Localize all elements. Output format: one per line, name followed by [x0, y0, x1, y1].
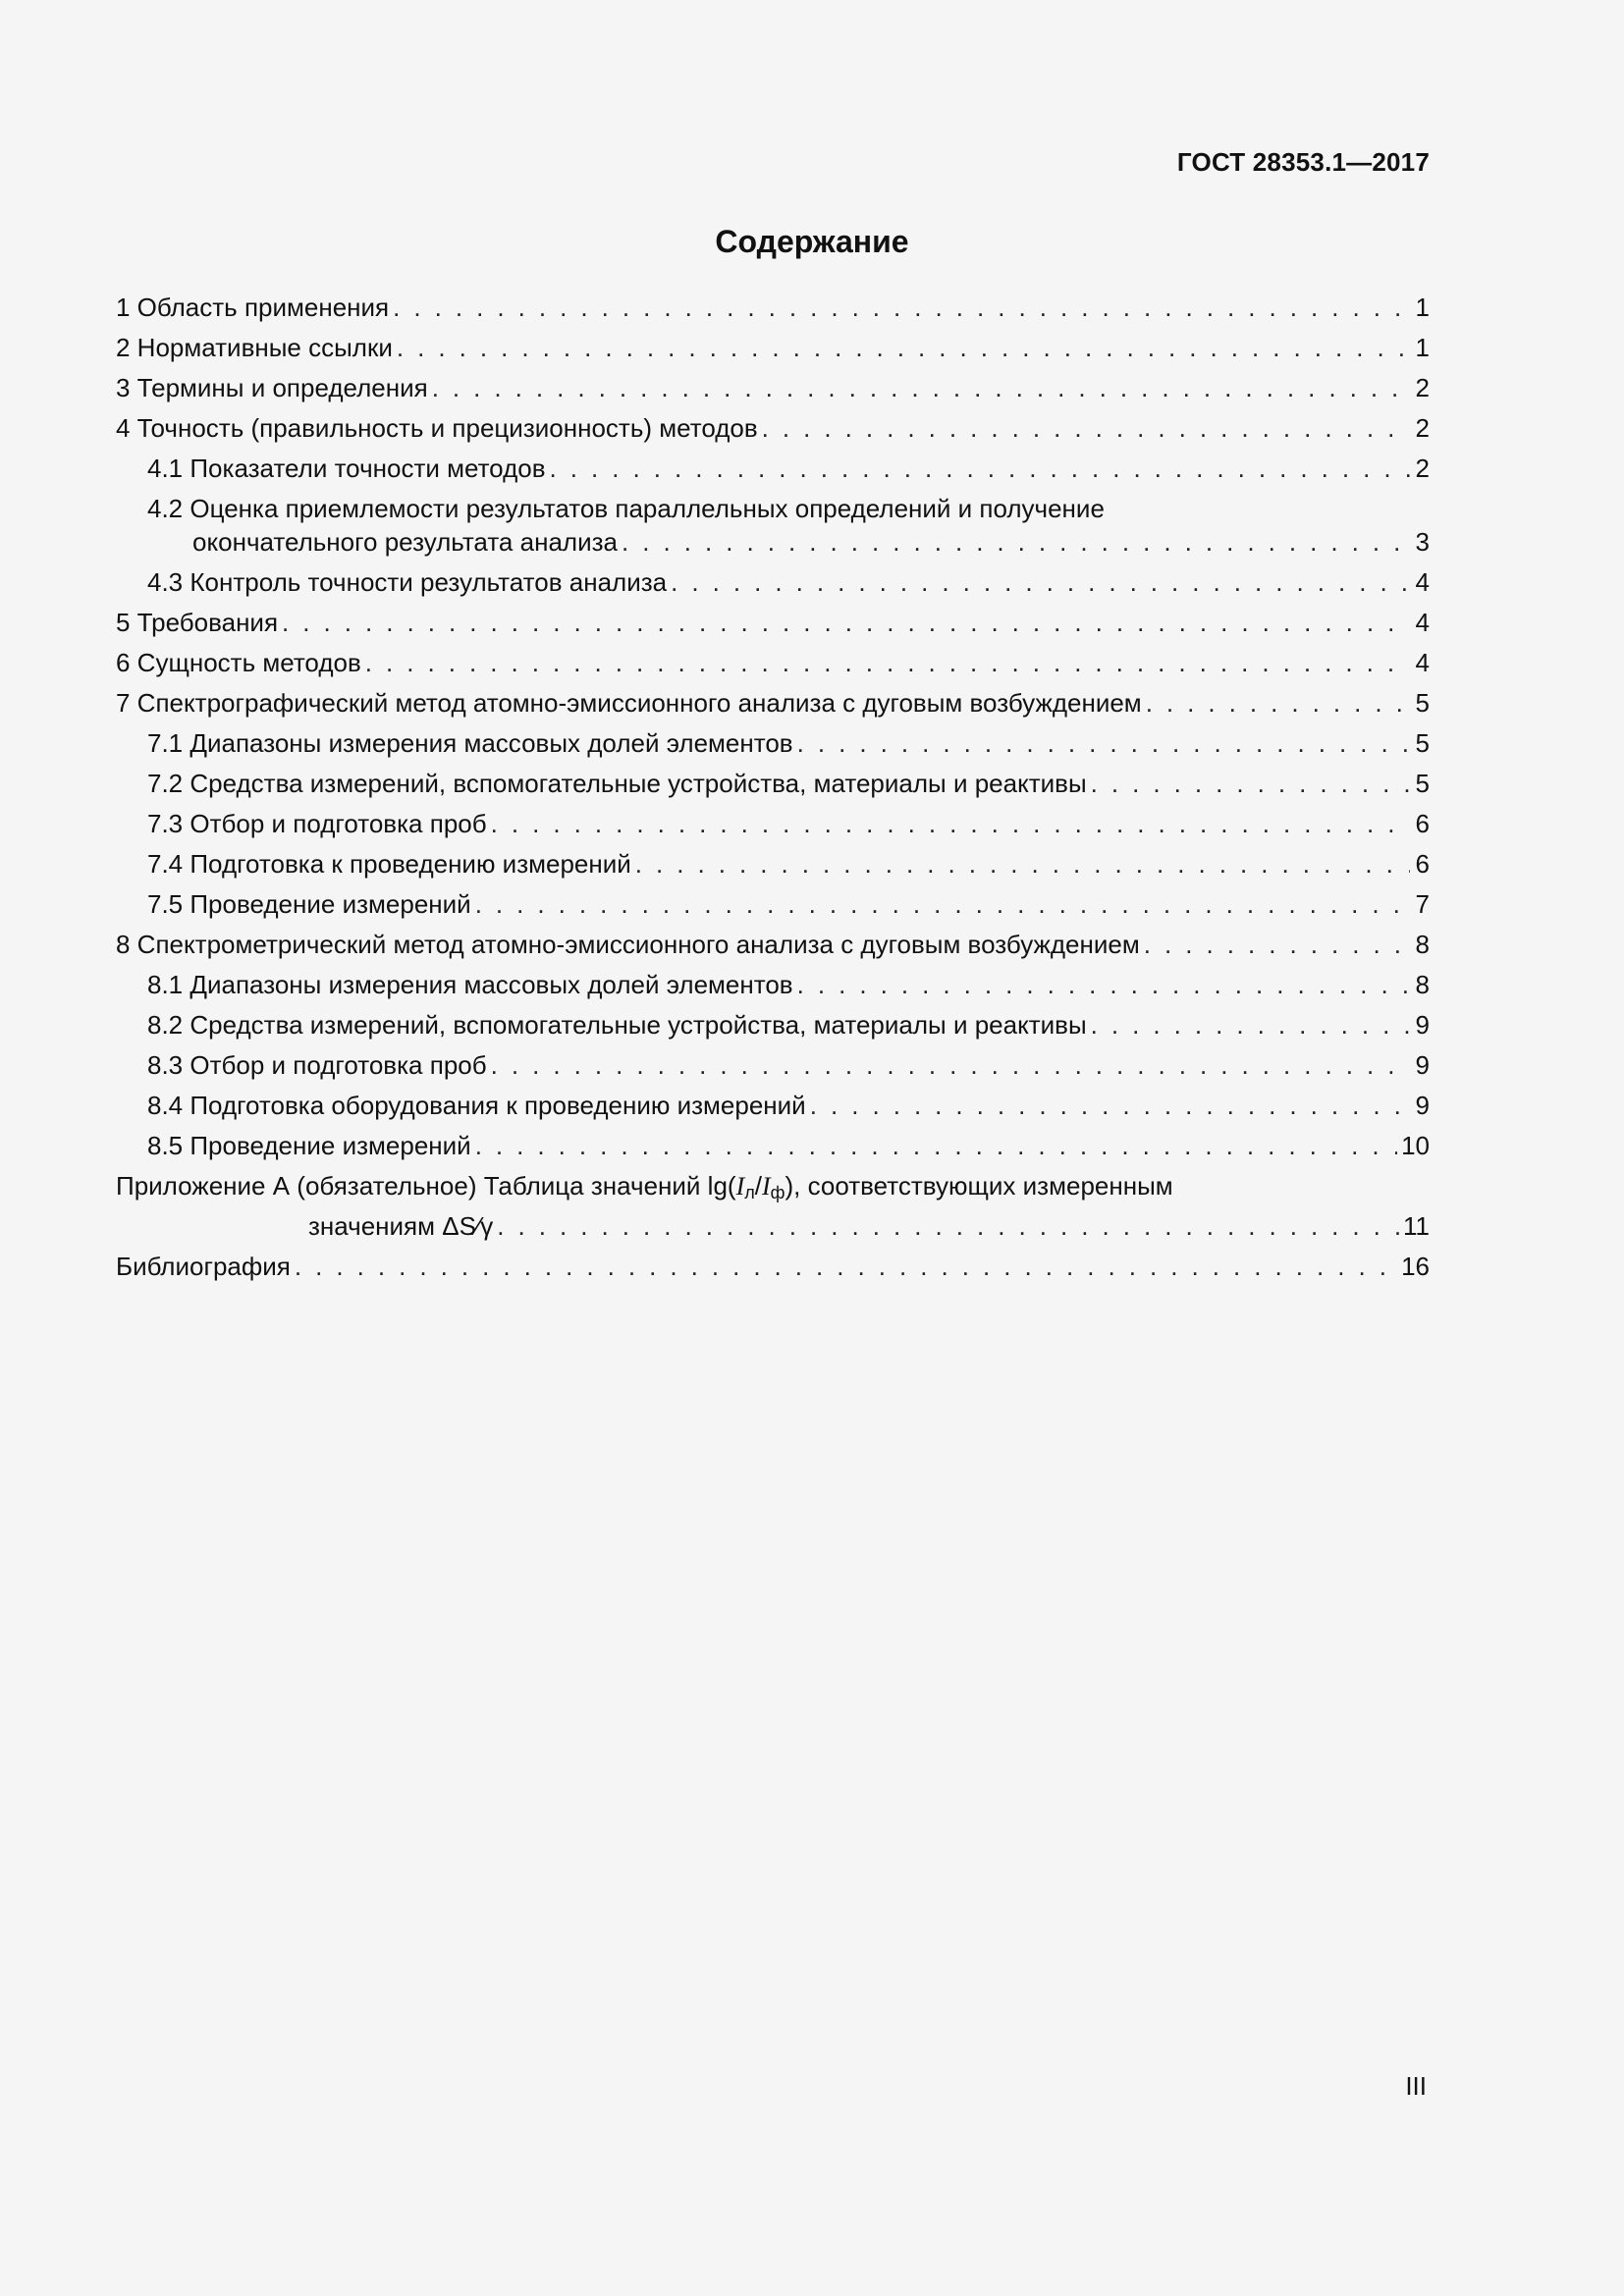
- toc-leader-dots: [1091, 1005, 1410, 1045]
- toc-entry-page: 3: [1415, 527, 1430, 557]
- page-number: III: [1405, 2071, 1427, 2101]
- toc-entry-page: 1: [1415, 293, 1430, 322]
- toc-entry-6[interactable]: [116, 643, 1430, 683]
- toc-entry-text: Библиография: [116, 1252, 291, 1281]
- toc-entry-7-5[interactable]: [116, 884, 1430, 925]
- toc-entry-text: 7.5 Проведение измерений: [147, 889, 471, 919]
- toc-entry-7[interactable]: [116, 683, 1430, 723]
- intensity-bg-sub: ф: [770, 1183, 785, 1202]
- toc-entry-page: 6: [1415, 849, 1430, 879]
- toc-entry-page: 4: [1415, 608, 1430, 637]
- toc-entry-page: 9: [1415, 1050, 1430, 1080]
- toc-leader-dots: [635, 844, 1410, 884]
- toc-leader-dots: [432, 368, 1410, 408]
- toc-entry-7-3[interactable]: [116, 804, 1430, 844]
- page-title: Содержание: [715, 224, 909, 259]
- toc-leader-dots: [810, 1086, 1410, 1126]
- toc-leader-dots: [475, 1126, 1397, 1166]
- toc-entry-text: 8 Спектрометрический метод атомно-эмиссионного анализа с дуговым возбуждением: [116, 930, 1140, 959]
- toc-entry-text: 7 Спектрографический метод атомно-эмиссионного анализа с дуговым возбуждением: [116, 688, 1142, 718]
- toc-entry-page: 5: [1415, 769, 1430, 798]
- toc-entry-text: 3 Термины и определения: [116, 373, 428, 402]
- toc-entry-text: 7.1 Диапазоны измерения массовых долей элементов: [147, 728, 793, 758]
- toc-entry-line2: [116, 1209, 1430, 1243]
- toc-leader-dots: [393, 288, 1410, 328]
- toc-leader-dots: [295, 1247, 1397, 1287]
- toc-leader-dots: [1091, 764, 1410, 804]
- toc-entry-text: 5 Требования: [116, 608, 279, 637]
- toc-entry-page: 2: [1415, 413, 1430, 443]
- toc-entry-text: 4 Точность (правильность и прецизионность) методов: [116, 413, 758, 443]
- toc-entry-8[interactable]: [116, 925, 1430, 965]
- toc-entry-text: 8.4 Подготовка оборудования к проведению измерений: [147, 1091, 806, 1120]
- toc-entry-appendix-a[interactable]: [116, 1166, 1430, 1247]
- toc-entry-text-line1: 4.2 Оценка приемлемости результатов параллельных определений и получение: [147, 494, 1105, 523]
- toc-leader-dots: [491, 1045, 1410, 1086]
- toc-entry-text: 7.3 Отбор и подготовка проб: [147, 809, 487, 838]
- toc-leader-dots: [365, 643, 1410, 683]
- toc-entry-text: 4.1 Показатели точности методов: [147, 454, 546, 483]
- toc-entry-text-line1: [116, 1169, 1430, 1209]
- intensity-line-sub: л: [744, 1183, 755, 1202]
- toc-leader-dots: [797, 965, 1410, 1005]
- toc-entry-line2: [147, 525, 1430, 559]
- toc-entry-page: 9: [1415, 1010, 1430, 1040]
- intensity-bg-var: I: [762, 1172, 771, 1201]
- toc-leader-dots: [475, 884, 1410, 925]
- toc-leader-dots: [797, 723, 1410, 764]
- table-of-contents: [116, 288, 1430, 1287]
- toc-entry-bibliography[interactable]: [116, 1247, 1430, 1287]
- toc-entry-page: 16: [1401, 1252, 1430, 1281]
- toc-entry-page: 1: [1415, 333, 1430, 362]
- toc-entry-page: 5: [1415, 688, 1430, 718]
- toc-entry-page: 9: [1415, 1091, 1430, 1120]
- toc-entry-text: 6 Сущность методов: [116, 648, 361, 677]
- toc-entry-text: 8.1 Диапазоны измерения массовых долей элементов: [147, 970, 793, 999]
- toc-leader-dots: [282, 603, 1410, 643]
- toc-entry-7-2[interactable]: [116, 764, 1430, 804]
- toc-leader-dots: [622, 525, 1410, 559]
- toc-entry-text: 8.3 Отбор и подготовка проб: [147, 1050, 487, 1080]
- toc-entry-page: 11: [1403, 1211, 1430, 1241]
- toc-entry-3[interactable]: [116, 368, 1430, 408]
- toc-entry-page: 4: [1415, 648, 1430, 677]
- toc-entry-page: 6: [1415, 809, 1430, 838]
- toc-entry-page: 7: [1415, 889, 1430, 919]
- appendix-title-prefix: Приложение А (обязательное) Таблица значений lg(: [116, 1171, 736, 1201]
- toc-entry-2[interactable]: [116, 328, 1430, 368]
- toc-leader-dots: [550, 449, 1410, 489]
- toc-entry-page: 4: [1415, 567, 1430, 597]
- toc-entry-1[interactable]: [116, 288, 1430, 328]
- toc-entry-4-1[interactable]: [116, 449, 1430, 489]
- toc-entry-8-4[interactable]: [116, 1086, 1430, 1126]
- toc-entry-page: 2: [1415, 454, 1430, 483]
- fraction-slash: /: [754, 1171, 762, 1201]
- toc-entry-8-1[interactable]: [116, 965, 1430, 1005]
- toc-entry-page: 10: [1401, 1131, 1430, 1160]
- toc-entry-4[interactable]: [116, 408, 1430, 449]
- toc-leader-dots: [762, 408, 1410, 449]
- toc-entry-text: 8.2 Средства измерений, вспомогательные устройства, материалы и реактивы: [147, 1010, 1087, 1040]
- toc-leader-dots: [671, 562, 1410, 603]
- toc-entry-text: 2 Нормативные ссылки: [116, 333, 393, 362]
- toc-entry-text: 4.3 Контроль точности результатов анализа: [147, 567, 668, 597]
- toc-entry-8-2[interactable]: [116, 1005, 1430, 1045]
- toc-leader-dots: [491, 804, 1410, 844]
- toc-entry-text: 7.2 Средства измерений, вспомогательные устройства, материалы и реактивы: [147, 769, 1087, 798]
- toc-entry-8-3[interactable]: [116, 1045, 1430, 1086]
- toc-entry-4-3[interactable]: [116, 562, 1430, 603]
- toc-entry-page: 2: [1415, 373, 1430, 402]
- toc-entry-page: 8: [1415, 970, 1430, 999]
- appendix-title-suffix: ), соответствующих измеренным: [785, 1171, 1173, 1201]
- toc-leader-dots: [1144, 925, 1410, 965]
- toc-leader-dots: [1146, 683, 1410, 723]
- toc-entry-page: 8: [1415, 930, 1430, 959]
- toc-entry-text: 7.4 Подготовка к проведению измерений: [147, 849, 631, 879]
- toc-entry-text-line2: окончательного результата анализа: [192, 527, 618, 557]
- toc-entry-5[interactable]: [116, 603, 1430, 643]
- toc-entry-page: 5: [1415, 728, 1430, 758]
- document-code: ГОСТ 28353.1—2017: [1176, 147, 1430, 177]
- toc-entry-text-line2: значениям ΔS⁄γ: [308, 1211, 494, 1241]
- toc-entry-text: 1 Область применения: [116, 293, 390, 322]
- toc-leader-dots: [397, 328, 1410, 368]
- intensity-line-var: I: [735, 1172, 745, 1201]
- toc-entry-7-1[interactable]: [116, 723, 1430, 764]
- toc-leader-dots: [497, 1209, 1399, 1243]
- toc-entry-7-4[interactable]: [116, 844, 1430, 884]
- toc-entry-8-5[interactable]: [116, 1126, 1430, 1166]
- toc-entry-text: 8.5 Проведение измерений: [147, 1131, 471, 1160]
- toc-entry-4-2[interactable]: [116, 489, 1430, 562]
